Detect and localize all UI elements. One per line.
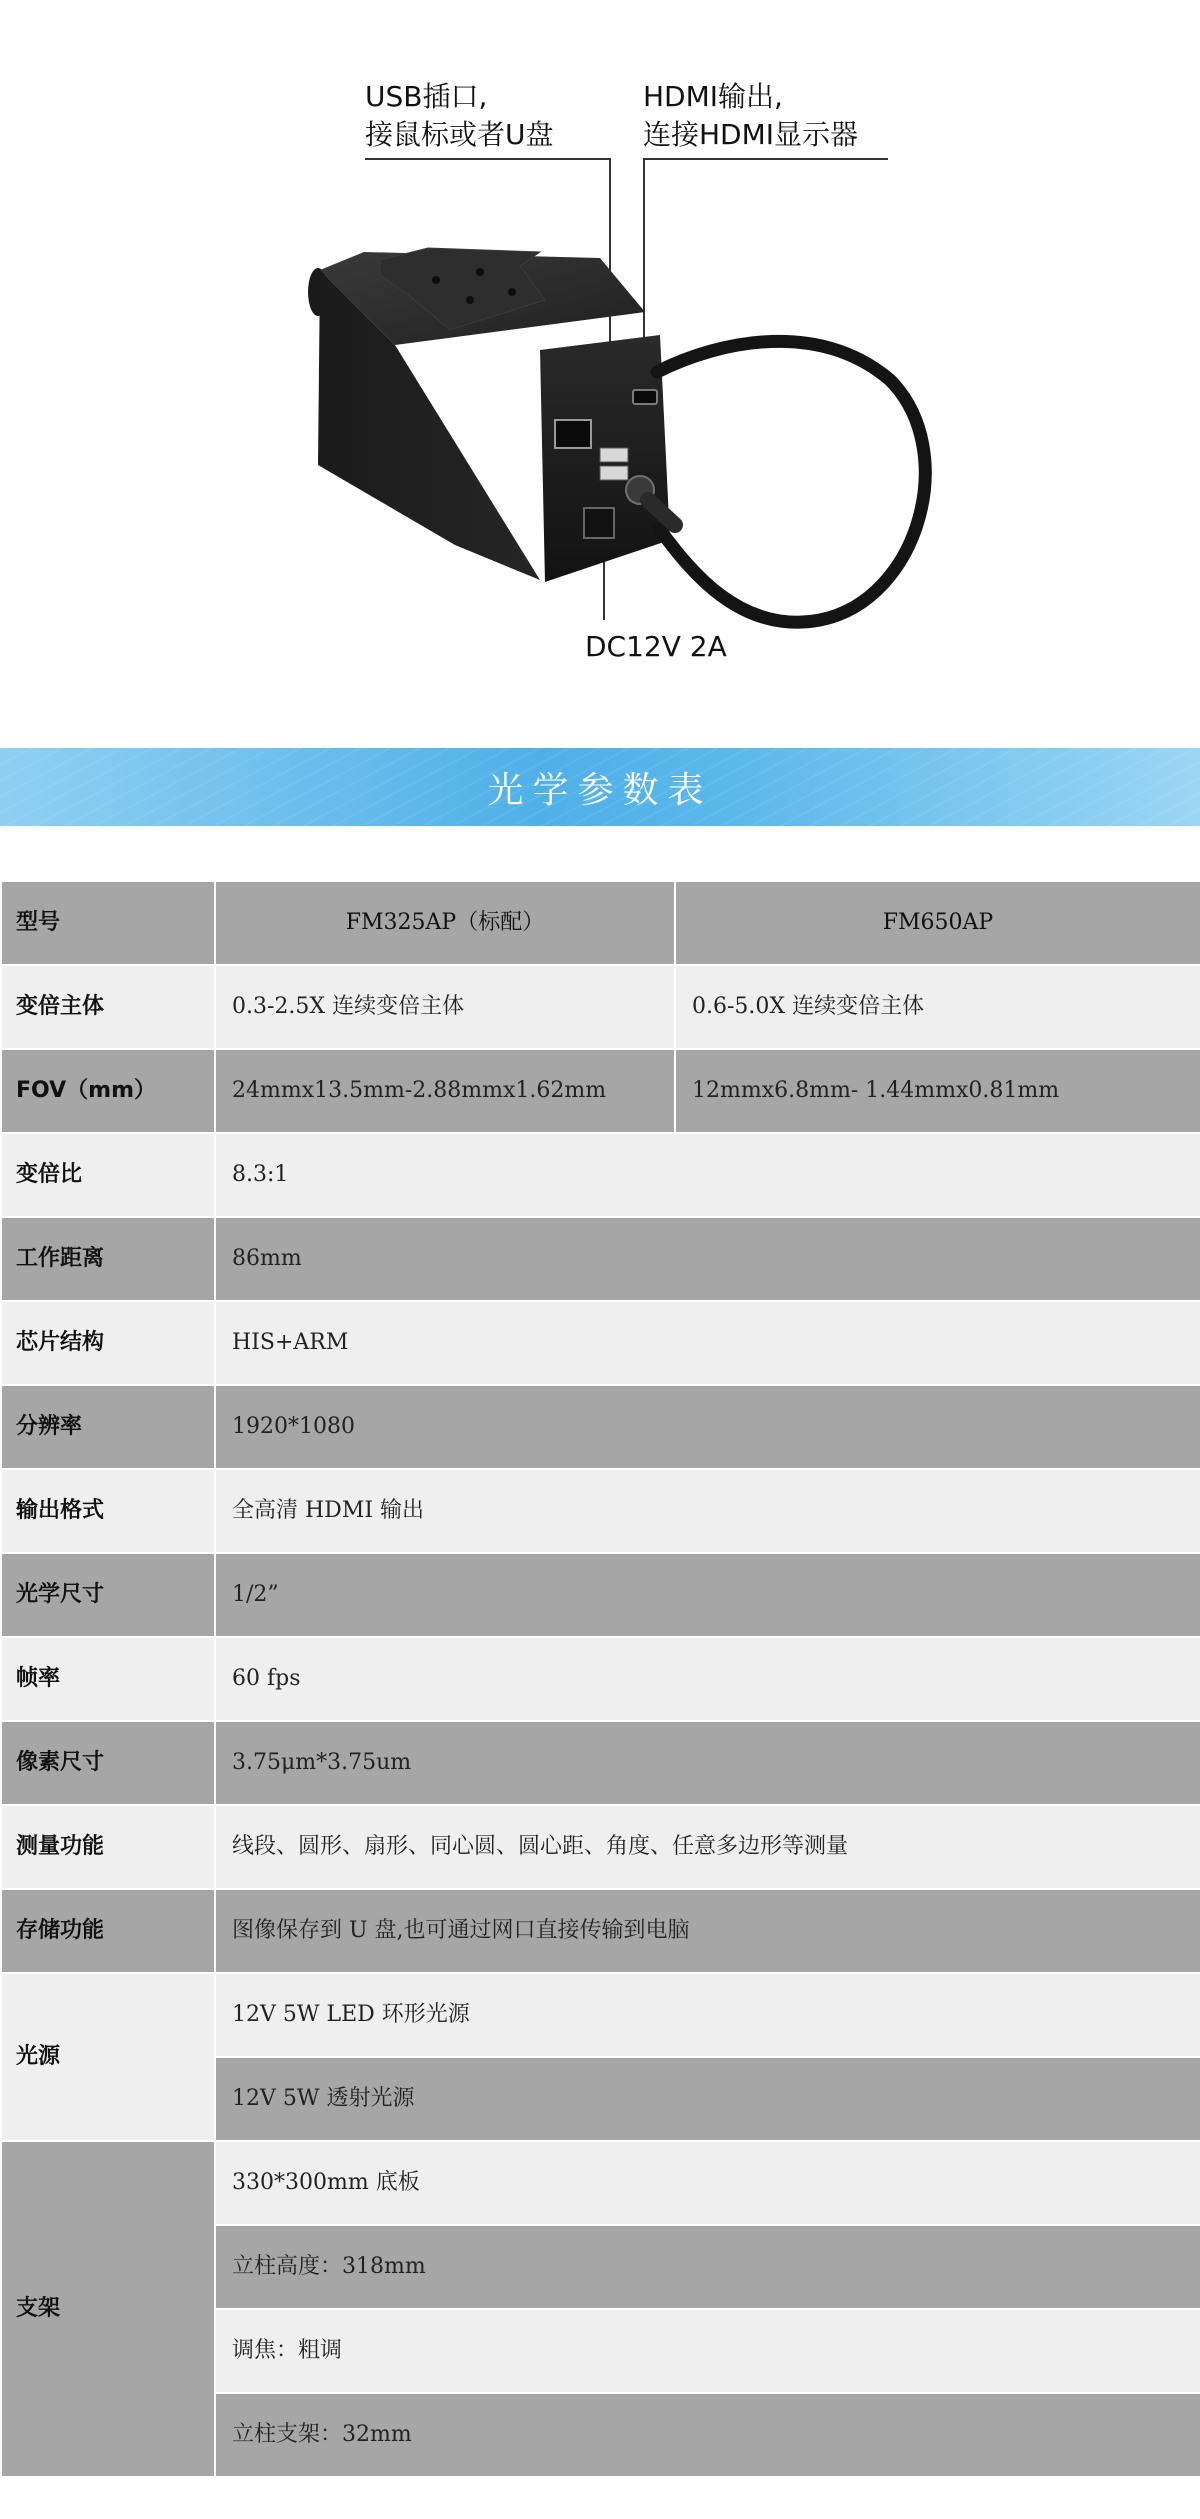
zoom-body-fm325ap: 0.3-2.5X 连续变倍主体 — [215, 965, 675, 1049]
stand-focus: 调焦：粗调 — [215, 2309, 1200, 2393]
frame-rate-label: 帧率 — [1, 1637, 215, 1721]
table-row — [1, 1217, 1200, 1301]
sensor-size-value: 1/2” — [215, 1553, 1200, 1637]
storage-value: 图像保存到 U 盘,也可通过网口直接传输到电脑 — [215, 1889, 1200, 1973]
section-banner — [0, 748, 1200, 826]
ethernet-port — [555, 420, 591, 448]
stand-column-height: 立柱高度：318mm — [215, 2225, 1200, 2309]
fov-label: FOV（mm） — [1, 1049, 215, 1133]
light-source-ring: 12V 5W LED 环形光源 — [215, 1973, 1200, 2057]
table-row — [1, 1721, 1200, 1805]
model-fm650ap: FM650AP — [675, 881, 1200, 965]
measure-value: 线段、圆形、扇形、同心圆、圆心距、角度、任意多边形等测量 — [215, 1805, 1200, 1889]
dc-jack — [584, 508, 614, 538]
spec-table — [0, 880, 1200, 2478]
model-label: 型号 — [1, 881, 215, 965]
output-label: 输出格式 — [1, 1469, 215, 1553]
zoom-ratio-label: 变倍比 — [1, 1133, 215, 1217]
table-row — [1, 1553, 1200, 1637]
stand-base: 330*300mm 底板 — [215, 2141, 1200, 2225]
usb-port — [600, 448, 628, 462]
light-source-label: 光源 — [1, 1973, 215, 2141]
chip-label: 芯片结构 — [1, 1301, 215, 1385]
storage-label: 存储功能 — [1, 1889, 215, 1973]
usb-port — [600, 466, 628, 480]
table-header-row — [1, 881, 1200, 965]
table-row — [1, 1385, 1200, 1469]
table-row — [1, 1469, 1200, 1553]
mount-hole — [466, 296, 474, 304]
product-figure — [0, 0, 1200, 745]
chip-value: HIS+ARM — [215, 1301, 1200, 1385]
mount-hole — [432, 276, 440, 284]
sensor-size-label: 光学尺寸 — [1, 1553, 215, 1637]
usb-callout-line2: 接鼠标或者U盘 — [365, 118, 554, 151]
table-row — [1, 1805, 1200, 1889]
stand-column-holder: 立柱支架：32mm — [215, 2393, 1200, 2477]
zoom-body-fm650ap: 0.6-5.0X 连续变倍主体 — [675, 965, 1200, 1049]
model-fm325ap: FM325AP（标配） — [215, 881, 675, 965]
table-row — [1, 1133, 1200, 1217]
frame-rate-value: 60 fps — [215, 1637, 1200, 1721]
mount-hole — [476, 268, 484, 276]
table-row — [1, 1637, 1200, 1721]
resolution-label: 分辨率 — [1, 1385, 215, 1469]
fov-fm650ap: 12mmx6.8mm- 1.44mmx0.81mm — [675, 1049, 1200, 1133]
light-source-transmitted: 12V 5W 透射光源 — [215, 2057, 1200, 2141]
table-row — [1, 965, 1200, 1049]
hdmi-callout-line2: 连接HDMI显示器 — [643, 118, 859, 151]
hdmi-callout-line1: HDMI输出, — [643, 80, 783, 113]
zoom-body-label: 变倍主体 — [1, 965, 215, 1049]
measure-label: 测量功能 — [1, 1805, 215, 1889]
zoom-ratio-value: 8.3:1 — [215, 1133, 1200, 1217]
stand-label: 支架 — [1, 2141, 215, 2477]
table-row — [1, 1889, 1200, 1973]
banner-title: 光学参数表 — [487, 769, 713, 811]
usb-callout-line1: USB插口, — [365, 80, 488, 113]
table-row — [1, 2141, 1200, 2225]
hdmi-cable — [657, 341, 925, 622]
table-row — [1, 1049, 1200, 1133]
mount-hole — [508, 288, 516, 296]
pixel-size-label: 像素尺寸 — [1, 1721, 215, 1805]
pixel-size-value: 3.75μm*3.75um — [215, 1721, 1200, 1805]
work-distance-value: 86mm — [215, 1217, 1200, 1301]
hdmi-port — [633, 390, 657, 404]
work-distance-label: 工作距离 — [1, 1217, 215, 1301]
table-row — [1, 1973, 1200, 2057]
resolution-value: 1920*1080 — [215, 1385, 1200, 1469]
output-value: 全高清 HDMI 输出 — [215, 1469, 1200, 1553]
table-row — [1, 1301, 1200, 1385]
fov-fm325ap: 24mmx13.5mm-2.88mmx1.62mm — [215, 1049, 675, 1133]
dc-callout: DC12V 2A — [585, 630, 727, 663]
